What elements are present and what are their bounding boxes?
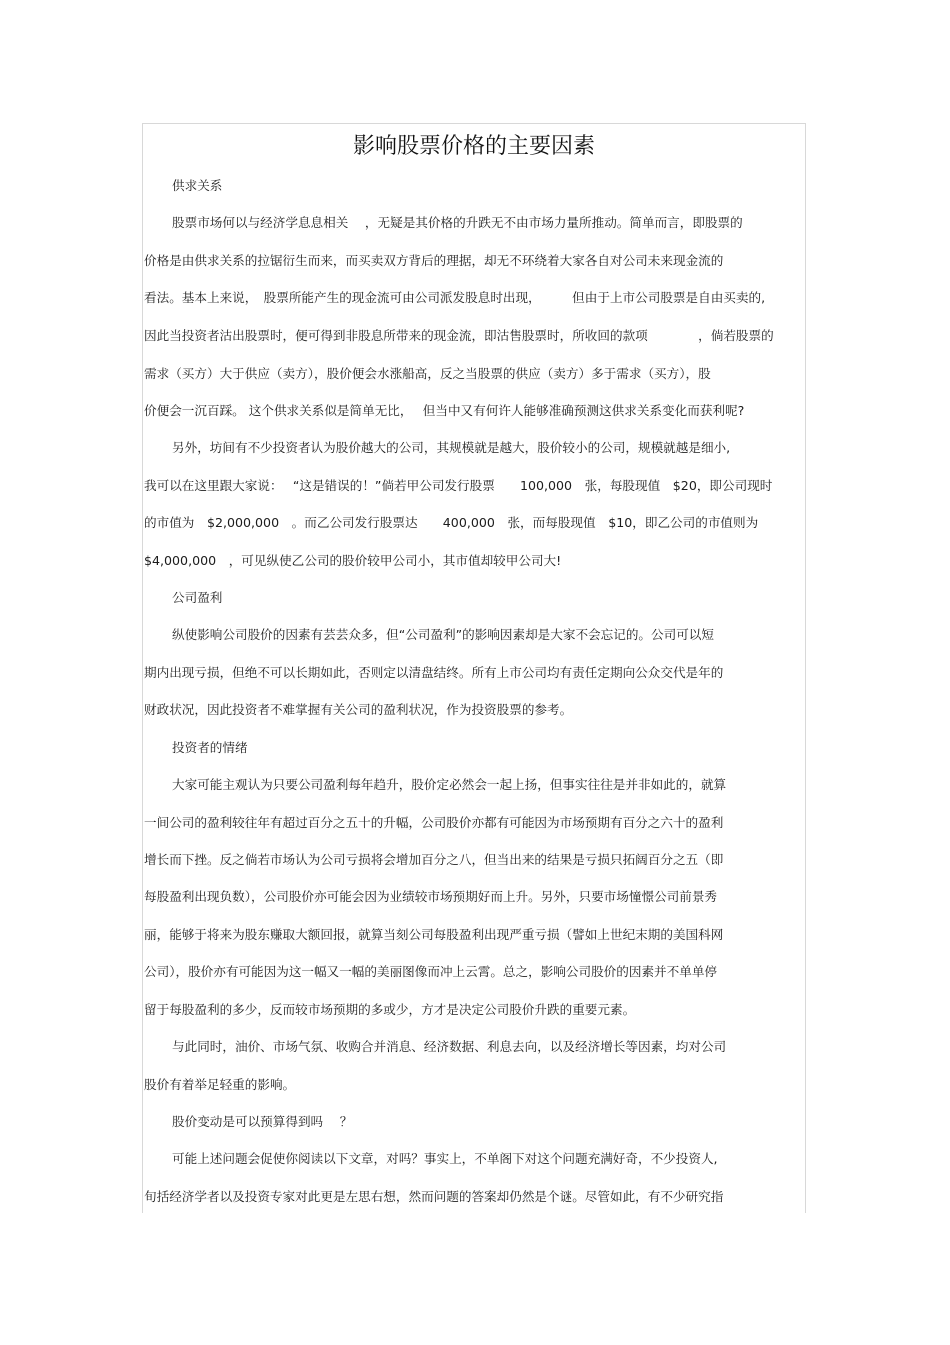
paragraph-line: 纵使影响公司股价的因素有芸芸众多，但“公司盈利”的影响因素却是大家不会忘记的。公司可以短 (172, 627, 714, 642)
paragraph-line: 看法。基本上来说， 股票所能产生的现金流可由公司派发股息时出现， 但由于上市公司股票是自由买卖的, (144, 290, 766, 305)
paragraph-line: 期内出现亏损，但绝不可以长期如此，否则定以清盘结终。所有上市公司均有责任定期向公众交代是年的 (144, 665, 724, 680)
paragraph-line: 另外，坊间有不少投资者认为股价越大的公司，其规模就是越大，股价较小的公司，规模就越是细小, (172, 440, 731, 455)
paragraph-line: 股价有着举足轻重的影响。 (144, 1077, 296, 1092)
paragraph-line: $4,000,000 ，可见纵使乙公司的股价较甲公司小，其市值却较甲公司大! (144, 553, 562, 568)
paragraph-line: 需求（买方）大于供应（卖方），股价便会水涨船高，反之当股票的供应（卖方）多于需求（买方），股 (144, 366, 711, 381)
paragraph-line: 公司），股价亦有可能因为这一幅又一幅的美丽图像而冲上云霄。总之，影响公司股价的因素并不单单停 (144, 964, 718, 979)
paragraph-line: 可能上述问题会促使你阅读以下文章，对吗？事实上，不单阁下对这个问题充满好奇，不少投资人, (172, 1151, 718, 1166)
paragraph-line: 一间公司的盈利较往年有超过百分之五十的升幅，公司股价亦都有可能因为市场预期有百分之六十的盈利 (144, 815, 724, 830)
paragraph-line: 我可以在这里跟大家说： “这是错误的！”倘若甲公司发行股票 100,000 张，每股现值 $20，即公司现时 (144, 478, 773, 493)
paragraph-line: 价便会一沉百踩。 这个供求关系似是简单无比， 但当中又有何许人能够准确预测这供求关系变化而获利呢? (144, 403, 745, 418)
heading-supply-demand: 供求关系 (172, 178, 223, 193)
heading-price-prediction: 股价变动是可以预算得到吗 ？ (172, 1114, 353, 1129)
paragraph-line: 价格是由供求关系的拉锯衍生而来，而买卖双方背后的理据，却无不环绕着大家各自对公司未来现金流的 (144, 253, 724, 268)
paragraph-line: 丽，能够于将来为股东赚取大额回报，就算当刻公司每股盈利出现严重亏损（譬如上世纪末期的美国科网 (144, 927, 724, 942)
paragraph-line: 留于每股盈利的多少，反而较市场预期的多或少，方才是决定公司股价升跌的重要元素。 (144, 1002, 636, 1017)
paragraph-line: 因此当投资者沽出股票时，便可得到非股息所带来的现金流，即沽售股票时，所收回的款项 ，倘若股票的 (144, 328, 774, 343)
paragraph-line: 财政状况，因此投资者不难掌握有关公司的盈利状况，作为投资股票的参考。 (144, 702, 573, 717)
heading-company-profit: 公司盈利 (172, 590, 223, 605)
paragraph-line: 增长而下挫。反之倘若市场认为公司亏损将会增加百分之八，但当出来的结果是亏损只拓阔百分之五（即 (144, 852, 724, 867)
paragraph-line: 的市值为 $2,000,000 。而乙公司发行股票达 400,000 张，而每股现值 $10，即乙公司的市值则为 (144, 515, 759, 530)
paragraph-line: 与此同时，油价、市场气氛、收购合并消息、经济数据、利息去向，以及经济增长等因素，均对公司 (172, 1039, 727, 1054)
document-title: 影响股票价格的主要因素 (352, 134, 595, 159)
paragraph-line: 每股盈利出现负数），公司股价亦可能会因为业绩较市场预期好而上升。另外，只要市场憧憬公司前景秀 (144, 889, 718, 904)
paragraph-line: 旬括经济学者以及投资专家对此更是左思右想，然而问题的答案却仍然是个谜。尽管如此，有不少研究指 (144, 1189, 724, 1204)
paragraph-line: 大家可能主观认为只要公司盈利每年趋升，股价定必然会一起上扬，但事实往往是并非如此的，就算 (172, 777, 727, 792)
heading-investor-sentiment: 投资者的情绪 (172, 740, 248, 755)
paragraph-line: 股票市场何以与经济学息息相关 ，无疑是其价格的升跌无不由市场力量所推动。简单而言，即股票的 (172, 215, 743, 230)
